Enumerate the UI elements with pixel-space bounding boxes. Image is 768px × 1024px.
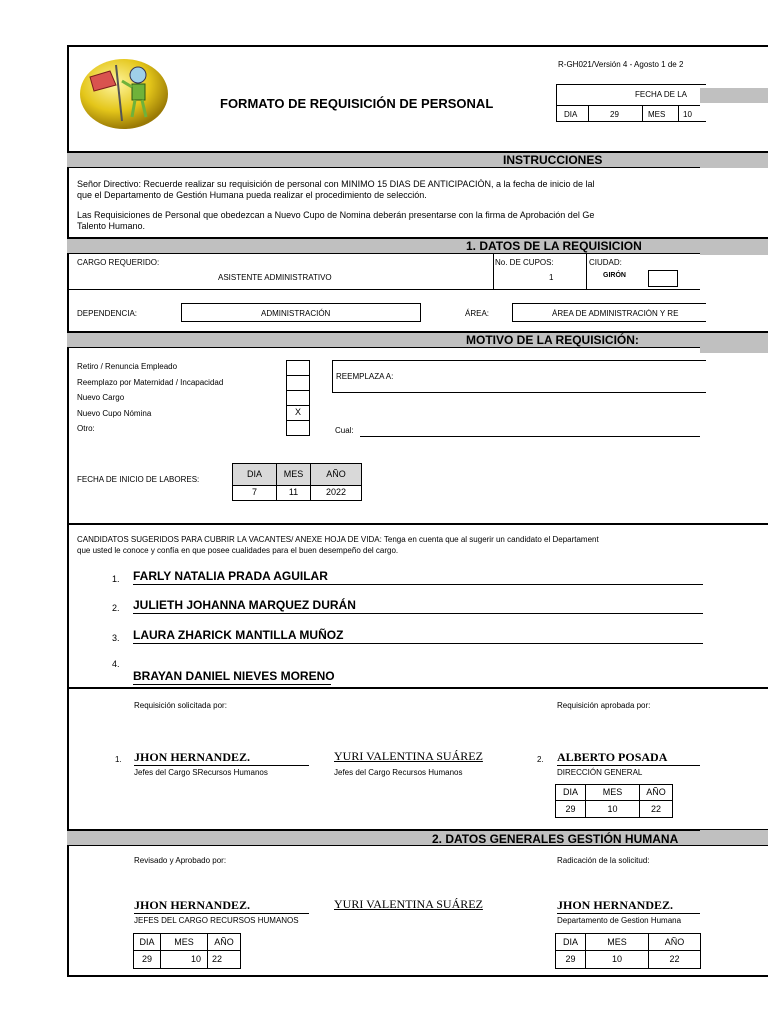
candidate-num-2: 2.	[112, 603, 120, 613]
candidatos-line-1: CANDIDATOS SUGERIDOS PARA CUBRIR LA VACANTES/ ANEXE HOJA DE VIDA: Tenga en cuenta que al sugerir un candidato el Departament	[77, 535, 599, 544]
motivo-option-retiro: Retiro / Renuncia Empleado	[77, 362, 178, 371]
radicacion-date-table	[555, 933, 701, 969]
company-logo	[80, 55, 172, 130]
cupos-label: No. DE CUPOS:	[495, 258, 554, 267]
signature-revisor-1: JHON HERNANDEZ.	[134, 898, 251, 912]
datos-title: 1. DATOS DE LA REQUISICION	[466, 239, 642, 253]
revisado-label: Revisado y Aprobado por:	[134, 856, 227, 865]
signature-solicitante-1-role: Jefes del Cargo SRecursos Humanos	[134, 768, 268, 777]
checkbox-reemplazo[interactable]	[286, 375, 310, 391]
signature-solicitante-1: JHON HERNANDEZ.	[134, 750, 251, 764]
fecha-inicio-mes-header: MES	[276, 463, 311, 486]
candidate-name-4[interactable]: BRAYAN DANIEL NIEVES MORENO	[133, 669, 335, 683]
aprobacion-ano-header: AÑO	[639, 784, 673, 801]
radicacion-ano-value[interactable]: 22	[648, 950, 701, 969]
dependencia-value: ADMINISTRACIÓN	[261, 309, 331, 318]
fecha-label: FECHA DE LA	[635, 90, 688, 99]
radicacion-dia-value[interactable]: 29	[555, 950, 586, 969]
checkbox-otro[interactable]	[286, 420, 310, 436]
ciudad-code-box[interactable]	[648, 270, 678, 287]
motivo-option-otro: Otro:	[77, 424, 95, 433]
firma-num-2: 2.	[537, 755, 544, 764]
fecha-inicio-dia-value[interactable]: 7	[232, 485, 277, 501]
radicacion-mes-header: MES	[585, 933, 649, 951]
radicacion-mes-value[interactable]: 10	[585, 950, 649, 969]
candidate-num-1: 1.	[112, 574, 120, 584]
ciudad-value[interactable]: GIRÓN	[603, 272, 626, 279]
signature-solicitante-2: YURI VALENTINA SUÁREZ	[334, 749, 483, 763]
form-title: FORMATO DE REQUISICIÓN DE PERSONAL	[220, 96, 494, 111]
instruccion-line-4: Talento Humano.	[77, 221, 146, 231]
candidatos-line-2: que usted le conoce y confía en que posee cualidades para el buen desempeño del cargo.	[77, 546, 399, 555]
mes-label: MES	[648, 110, 666, 119]
aprobacion-dia-value[interactable]: 29	[555, 800, 586, 818]
area-value: ÁREA DE ADMINISTRACIÓN Y RE	[552, 309, 679, 318]
revision-ano-header: AÑO	[207, 933, 241, 951]
instruccion-line-3: Las Requisiciones de Personal que obedezcan a Nuevo Cupo de Nomina deberán presentarse con la firma de Aprobación del Ge	[77, 210, 595, 220]
aprobacion-mes-value[interactable]: 10	[585, 800, 640, 818]
candidate-num-3: 3.	[112, 633, 120, 643]
fecha-inicio-ano-header: AÑO	[310, 463, 362, 486]
cargo-label: CARGO REQUERIDO:	[77, 258, 160, 267]
candidate-name-2[interactable]: JULIETH JOHANNA MARQUEZ DURÁN	[133, 598, 703, 614]
area-label: ÁREA:	[465, 309, 490, 318]
instruccion-line-1: Señor Directivo: Recuerde realizar su requisición de personal con MINIMO 15 DIAS DE ANTICIPACIÓN, a la fecha de inicio de lal	[77, 179, 595, 189]
signature-radicacion-role: Departamento de Gestion Humana	[557, 916, 682, 925]
instrucciones-title: INSTRUCCIONES	[503, 153, 603, 167]
signature-aprobador-role: DIRECCIÓN GENERAL	[557, 768, 643, 777]
motivo-option-nuevo-cupo: Nuevo Cupo Nómina	[77, 408, 152, 418]
motivo-option-reemplazo: Reemplazo por Maternidad / Incapacidad	[77, 377, 224, 387]
radicacion-label: Radicación de la solicitud:	[557, 856, 650, 865]
firma-num-1: 1.	[115, 755, 122, 764]
radicacion-ano-header: AÑO	[648, 933, 701, 951]
signature-solicitante-2-role: Jefes del Cargo Recursos Humanos	[334, 768, 463, 777]
motivo-checkboxes	[286, 360, 310, 436]
aprobada-label: Requisición aprobada por:	[557, 701, 651, 710]
aprobacion-mes-header: MES	[585, 784, 640, 801]
aprobacion-date-table	[555, 784, 673, 818]
cual-input-line[interactable]	[360, 436, 700, 437]
fecha-inicio-ano-value[interactable]: 2022	[310, 485, 362, 501]
revision-ano-value[interactable]: 22	[207, 950, 241, 969]
fecha-inicio-label: FECHA DE INICIO DE LABORES:	[77, 475, 200, 484]
checkbox-nuevo-cargo[interactable]	[286, 390, 310, 406]
signature-revisor-1-role: JEFES DEL CARGO RECURSOS HUMANOS	[134, 916, 299, 925]
cargo-value[interactable]: ASISTENTE ADMINISTRATIVO	[218, 273, 332, 282]
radicacion-dia-header: DIA	[555, 933, 586, 951]
signature-revisor-2: YURI VALENTINA SUÁREZ	[334, 897, 483, 911]
aprobacion-ano-value[interactable]: 22	[639, 800, 673, 818]
checkbox-retiro[interactable]	[286, 360, 310, 376]
instruccion-line-2: que el Departamento de Gestión Humana pueda realizar el procedimiento de selección.	[77, 190, 427, 200]
version-code: R-GH021/Versión 4 - Agosto 1 de 2	[558, 60, 684, 69]
fecha-inicio-mes-value[interactable]: 11	[276, 485, 311, 501]
dia-value: 29	[610, 110, 619, 119]
signature-aprobador: ALBERTO POSADA	[557, 750, 668, 764]
revision-dia-header: DIA	[133, 933, 161, 951]
fecha-inicio-table	[232, 463, 362, 501]
candidate-name-1[interactable]: FARLY NATALIA PRADA AGUILAR	[133, 569, 703, 585]
reemplaza-label: REEMPLAZA A:	[336, 372, 394, 381]
candidate-name-3[interactable]: LAURA ZHARICK MANTILLA MUÑOZ	[133, 628, 703, 644]
revision-date-table	[133, 933, 241, 969]
mes-value: 10	[683, 110, 692, 119]
ciudad-label: CIUDAD:	[589, 258, 622, 267]
revision-dia-value[interactable]: 29	[133, 950, 161, 969]
candidate-num-4: 4.	[112, 659, 120, 669]
motivo-title: MOTIVO DE LA REQUISICIÓN:	[466, 333, 639, 347]
dia-label: DIA	[564, 110, 578, 119]
revision-mes-header: MES	[160, 933, 208, 951]
cupos-value[interactable]: 1	[549, 273, 554, 282]
checkbox-nuevo-cupo[interactable]: X	[286, 405, 310, 421]
fecha-inicio-dia-header: DIA	[232, 463, 277, 486]
solicitada-label: Requisición solicitada por:	[134, 701, 227, 710]
aprobacion-dia-header: DIA	[555, 784, 586, 801]
motivo-options	[77, 362, 223, 440]
revision-mes-value[interactable]: 10	[160, 950, 208, 969]
gestion-title: 2. DATOS GENERALES GESTIÓN HUMANA	[432, 832, 679, 846]
signature-radicacion: JHON HERNANDEZ.	[557, 898, 674, 912]
cual-label: Cual:	[335, 426, 354, 435]
motivo-option-nuevo-cargo: Nuevo Cargo	[77, 393, 125, 402]
dependencia-label: DEPENDENCIA:	[77, 309, 138, 318]
